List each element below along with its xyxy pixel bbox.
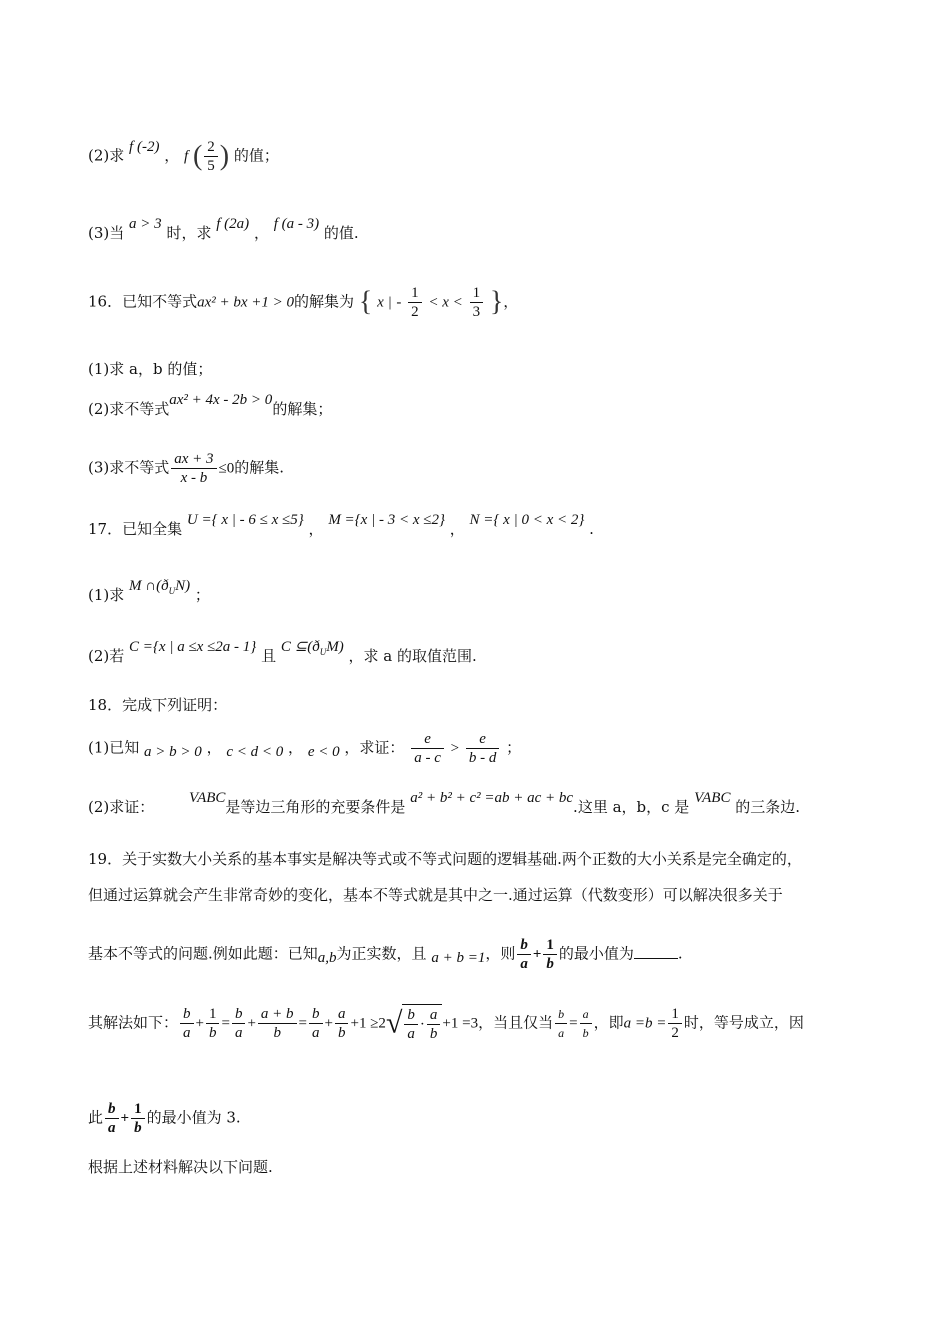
q18-p1-sep1: ， [206, 738, 222, 757]
q16-part2 [88, 392, 333, 419]
q16-set-minus: - [396, 294, 402, 311]
q16-set-lt: < x < [428, 294, 463, 311]
q15-p3-f2: f (a - 3) [273, 216, 320, 232]
q18-p1-c1: a > b > 0 [144, 743, 202, 760]
q18-title: 18．完成下列证明： [88, 696, 228, 714]
q16-p2-ineq: ax² + 4x - 2b > 0 [169, 392, 273, 408]
q19-l3-ab: a,b [317, 949, 337, 966]
sol-op: · [419, 1016, 425, 1033]
q17-part2 [88, 639, 477, 667]
sqrt-sign: √ $\frac{b}{a}$ · $\frac{a}{b}$ [386, 1004, 442, 1043]
q17-p2-C: C ={x | a ≤x ≤2a - 1} [129, 639, 257, 655]
left-paren: ( [192, 140, 203, 172]
q16-title-prefix: 16．已知不等式 [88, 292, 198, 311]
left-brace: { [358, 286, 373, 318]
q17-p2-rel: C $⊆(ð_UM)$ [280, 639, 344, 657]
q16-p3-suffix: 的解集. [234, 458, 285, 477]
q18-p1-mid: ，求证： [344, 738, 405, 757]
conc-plus: + [120, 1110, 130, 1127]
sol-frac: $\frac{b}{a}$ [555, 1005, 567, 1042]
q18-p2-suffix: 的三条边. [735, 798, 801, 816]
q16-title-mid: 的解集为 [294, 292, 355, 311]
q19-l3-plus: + [532, 946, 542, 963]
q18-p1-frac2: $\frac{e}{b - d}$ [466, 730, 500, 767]
q17-M: M ={x | - 3 < x ≤2} [328, 512, 445, 528]
q16-p3-prefix: (3)求不等式 [88, 458, 170, 477]
q18-p2-eq: a² + b² + c² =ab + ac + bc [410, 790, 574, 806]
q17-p1-suffix: ； [194, 586, 210, 604]
q16-part3 [88, 450, 284, 487]
q16-p2-suffix: 的解集； [272, 400, 333, 418]
q18-p1-prefix: (1)已知 [88, 738, 140, 757]
conc-suffix: 的最小值为 3. [146, 1108, 241, 1127]
q17-end: . [589, 520, 594, 538]
q18-p2-mid2: .这里 a，b，c 是 [573, 798, 690, 816]
answer-blank [634, 958, 678, 959]
q18-p2-tri: VABC [189, 790, 226, 806]
q15-p3-prefix: (3)当 [88, 224, 125, 242]
q15-p3-cond: a > 3 [129, 216, 162, 232]
sol-op: + [324, 1015, 333, 1032]
q19-conclusion [88, 1100, 241, 1137]
q19-l3-cond: a + b =1 [431, 949, 486, 966]
q17-title [88, 512, 594, 539]
q19-solution [88, 1004, 804, 1043]
sol-frac: $\frac{a}{b}$ [427, 1006, 441, 1043]
q17-p2-suffix: ，求 a 的取值范围. [348, 647, 477, 665]
q18-p1-frac1: $\frac{e}{a - c}$ [411, 730, 444, 767]
q15-p2-suffix: 的值； [233, 146, 279, 165]
sol-frac: $\frac{b}{a}$ [232, 1005, 246, 1042]
sol-text: 时，等号成立，因 [683, 1013, 804, 1032]
q19-line3 [88, 936, 683, 973]
q16-p3-frac: $\frac{ax + 3}{x - b}$ [171, 450, 216, 487]
q18-p1-gt: > [450, 740, 460, 757]
q16-frac-third: $\frac{1}{3}$ [470, 284, 484, 321]
set-bar: | [388, 294, 392, 311]
q16-ineq: ax² + bx +1 > 0 [197, 294, 295, 311]
q18-p2-tri2: VABC [694, 790, 731, 806]
sol-frac: $\frac{b}{a}$ [404, 1006, 418, 1043]
q15-part3 [88, 216, 359, 243]
q17-p1-prefix: (1)求 [88, 586, 125, 604]
q19-sol-prefix: 其解法如下： [88, 1013, 179, 1032]
sol-op: +1 =3 [442, 1015, 479, 1032]
q18-p1-c2: c < d < 0 [226, 743, 284, 760]
q17-N: N ={ x | 0 < x < 2} [469, 512, 585, 528]
sol-frac: $\frac{a}{b}$ [580, 1005, 592, 1042]
q17-sep1: ， [308, 520, 324, 538]
q15-p3-suffix: 的值. [323, 224, 359, 242]
sol-op: +1 ≥2 [350, 1015, 386, 1032]
q16-set-var: x [377, 294, 384, 311]
q17-p1-expr: M $\cap(ð_UN)$ [129, 578, 191, 596]
conc-frac1: $\frac{b}{a}$ [105, 1100, 119, 1137]
q19-l3-prefix: 基本不等式的问题.例如此题：已知 [88, 944, 318, 963]
sol-op: + [247, 1015, 256, 1032]
sol-op: = [569, 1015, 578, 1032]
q16-frac-half: $\frac{1}{2}$ [408, 284, 422, 321]
right-paren: ) [219, 140, 230, 172]
q15-p2-f2-frac: $\frac{2}{5}$ [204, 138, 218, 175]
sol-op: = [298, 1015, 308, 1032]
q19-line1: 19．关于实数大小关系的基本事实是解决等式或不等式问题的逻辑基础.两个正数的大小关系是完全确定的， [88, 850, 802, 868]
q17-part1 [88, 578, 210, 606]
q15-p2-f1: f (-2) [129, 138, 160, 155]
q15-p3-mid: 时，求 [166, 224, 212, 242]
conc-prefix: 此 [88, 1108, 104, 1127]
q15-p3-f1: f (2a) [216, 216, 250, 232]
q16-title [88, 284, 518, 321]
q19-l3-frac1: $\frac{b}{a}$ [517, 936, 531, 973]
sol-ab: a =b = [623, 1015, 667, 1032]
q16-p3-rel: ≤0 [218, 460, 235, 477]
sol-op: = [221, 1015, 230, 1032]
q18-p1-suffix: ； [506, 738, 522, 757]
sol-frac: $\frac{1}{2}$ [668, 1005, 682, 1042]
q19-l3-mid: 为正实数，且 [336, 944, 427, 963]
q15-p2-prefix: (2)求 [88, 146, 125, 165]
q17-p2-mid: 且 [261, 647, 277, 665]
q15-part2 [88, 138, 279, 175]
q19-l3-mid2: ，则 [485, 944, 516, 963]
q17-sep2: ， [449, 520, 465, 538]
sol-frac: $\frac{a + b}{b}$ [258, 1005, 297, 1042]
q19-line2: 但通过运算就会产生非常奇妙的变化，基本不等式就是其中之一.通过运算（代数变形）可以解决很多关于 [88, 886, 783, 904]
q16-p2-prefix: (2)求不等式 [88, 400, 170, 418]
q18-part2 [88, 790, 801, 817]
q17-title-prefix: 17．已知全集 [88, 520, 183, 538]
right-brace: } [489, 286, 504, 318]
sol-frac: $\frac{b}{a}$ [180, 1005, 194, 1042]
q18-p1-sep2: ， [288, 738, 304, 757]
q18-p2-prefix: (2)求证： [88, 798, 155, 816]
sol-frac: $\frac{1}{b}$ [206, 1005, 220, 1042]
q19-l3-suffix: 的最小值为 [558, 944, 634, 963]
q16-part1: (1)求 a，b 的值； [88, 360, 213, 378]
q17-p2-prefix: (2)若 [88, 647, 125, 665]
conc-frac2: $\frac{1}{b}$ [131, 1100, 145, 1137]
q15-p3-sep: ， [253, 224, 269, 242]
sol-text: ，当且仅当 [478, 1013, 554, 1032]
q17-U: U ={ x | - 6 ≤ x ≤5} [186, 512, 304, 528]
q18-p1-c3: e < 0 [307, 743, 340, 760]
q15-p2-sep: ， [164, 146, 180, 165]
q16-title-suffix: ， [503, 292, 519, 311]
q15-p2-f2-pre: f [184, 148, 189, 165]
q18-part1 [88, 730, 521, 767]
sol-text: ，即 [593, 1013, 624, 1032]
q19-last-line: 根据上述材料解决以下问题. [88, 1158, 273, 1176]
q19-l3-frac2: $\frac{1}{b}$ [543, 936, 557, 973]
sol-frac: $\frac{b}{a}$ [309, 1005, 323, 1042]
q19-l3-end: . [677, 944, 683, 963]
q18-p2-mid: 是等边三角形的充要条件是 [225, 798, 406, 816]
sol-op: + [195, 1015, 204, 1032]
sol-frac: $\frac{a}{b}$ [335, 1005, 349, 1042]
